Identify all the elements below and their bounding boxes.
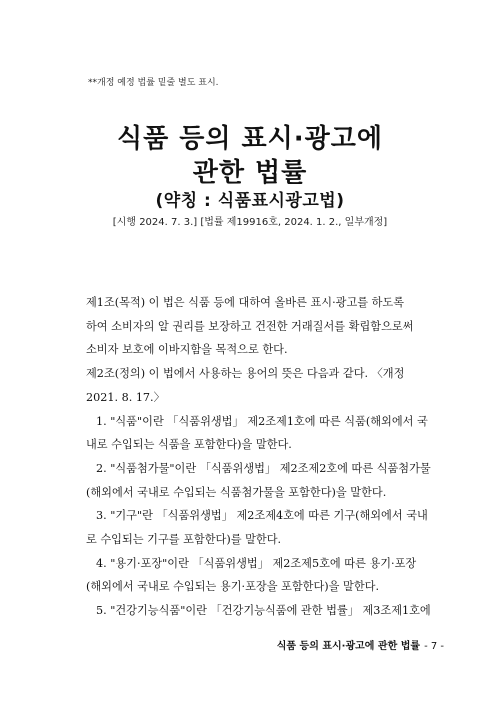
- body-line: 5. "건강기능식품"이란 「건강기능식품에 관한 법률」 제3조제1호에: [96, 604, 431, 618]
- body-line: 2. "식품첨가물"이란 「식품위생법」 제2조제2호에 따른 식품첨가물: [96, 461, 431, 475]
- enforcement-info: [시행 2024. 7. 3.] [법률 제19916호, 2024. 1. 2., 일부개정]: [112, 217, 388, 228]
- footer-title: 식품 등의 표시·광고에 관한 법률: [276, 641, 421, 652]
- law-title-line-2: 관한 법률: [192, 158, 308, 188]
- body-line: 1. "식품"이란 「식품위생법」 제2조제1호에 따른 식품(해외에서 국: [96, 414, 428, 428]
- law-short-name: (약칭 : 식품표시광고법): [155, 191, 345, 211]
- body-line: 로 수입되는 기구를 포함한다)를 말한다.: [86, 533, 282, 547]
- revision-note: **개정 예정 법률 밑줄 별도 표시.: [88, 78, 219, 88]
- page-footer: [277, 637, 444, 652]
- body-line: 하여 소비자의 알 권리를 보장하고 건전한 거래질서를 확립함으로써: [86, 319, 414, 333]
- body-line: 3. "기구"란 「식품위생법」 제2조제4호에 따른 기구(해외에서 국내: [96, 509, 428, 523]
- law-body: [86, 291, 456, 623]
- body-line: 소비자 보호에 이바지함을 목적으로 한다.: [86, 343, 288, 357]
- body-line: (해외에서 국내로 수입되는 식품첨가물을 포함한다)을 말한다.: [86, 485, 387, 499]
- body-line: 2021. 8. 17.〉: [86, 390, 165, 404]
- body-line: (해외에서 국내로 수입되는 용기·포장을 포함한다)을 말한다.: [86, 580, 379, 594]
- page-number: - 7 -: [424, 641, 444, 652]
- law-title-line-1: 식품 등의 표시·광고에: [116, 124, 384, 154]
- body-line: 제1조(목적) 이 법은 식품 등에 대하여 올바른 표시·광고를 하도록: [86, 296, 405, 309]
- body-line: 4. "용기·포장"이란 「식품위생법」 제2조제5호에 따른 용기·포장: [96, 556, 417, 570]
- body-line: 내로 수입되는 식품을 포함한다)을 말한다.: [86, 438, 292, 452]
- body-line: 제2조(정의) 이 법에서 사용하는 용어의 뜻은 다음과 같다. 〈개정: [86, 367, 405, 381]
